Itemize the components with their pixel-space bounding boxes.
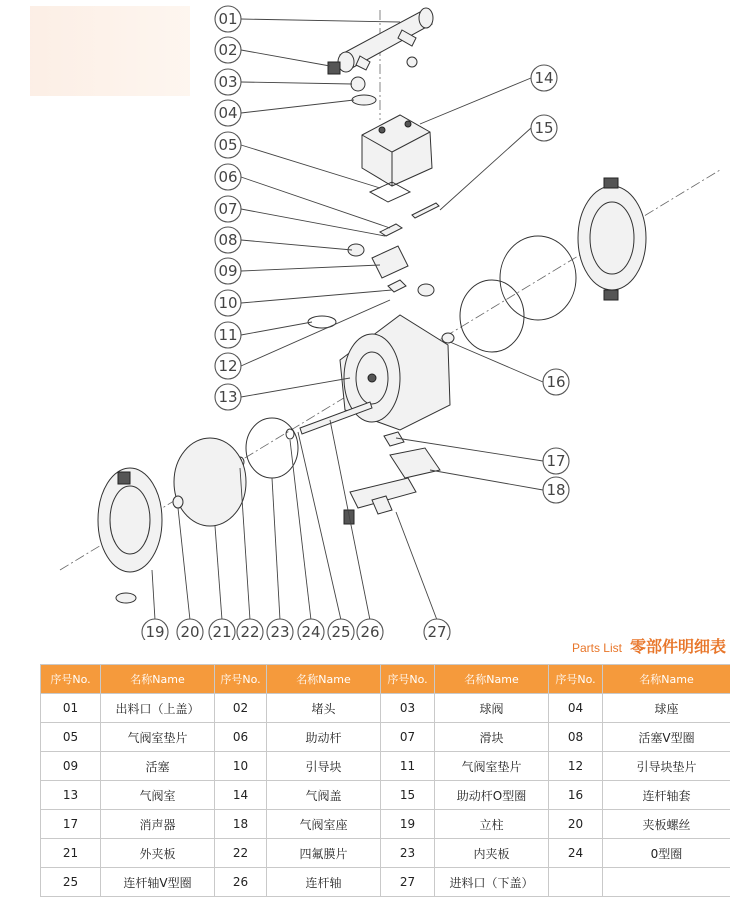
svg-text:17: 17 bbox=[546, 452, 565, 470]
oring-right bbox=[460, 280, 524, 352]
part-no: 10 bbox=[215, 752, 267, 781]
svg-text:12: 12 bbox=[218, 357, 237, 375]
callout-27 bbox=[424, 619, 450, 640]
inner-plate-part bbox=[246, 418, 298, 478]
part-name: 活塞V型圈 bbox=[603, 723, 730, 752]
part-name: 气阀室 bbox=[101, 781, 215, 810]
parts-list-table bbox=[40, 664, 730, 897]
svg-text:25: 25 bbox=[331, 623, 350, 640]
part-name: 助动杆 bbox=[267, 723, 381, 752]
callout-02 bbox=[215, 37, 241, 63]
callout-21 bbox=[209, 619, 235, 640]
table-row bbox=[41, 781, 730, 810]
part-name: 堵头 bbox=[267, 694, 381, 723]
leader-lines bbox=[152, 19, 543, 620]
part-name: 内夹板 bbox=[435, 839, 549, 868]
oring-part bbox=[418, 284, 434, 296]
valve-seat-part bbox=[390, 448, 440, 478]
svg-text:13: 13 bbox=[218, 388, 237, 406]
svg-text:16: 16 bbox=[546, 373, 565, 391]
callout-10 bbox=[215, 290, 241, 316]
svg-text:03: 03 bbox=[218, 73, 237, 91]
svg-text:10: 10 bbox=[218, 294, 237, 312]
table-row bbox=[41, 694, 730, 723]
callout-12 bbox=[215, 353, 241, 379]
part-name: 气阀室垫片 bbox=[435, 752, 549, 781]
part-no: 14 bbox=[215, 781, 267, 810]
callout-18 bbox=[543, 477, 569, 503]
part-no bbox=[549, 868, 603, 897]
svg-text:20: 20 bbox=[180, 623, 199, 640]
plate-screw-part bbox=[173, 496, 183, 508]
part-no: 03 bbox=[381, 694, 435, 723]
part-no: 12 bbox=[549, 752, 603, 781]
svg-text:19: 19 bbox=[145, 623, 164, 640]
part-name: 助动杆O型圈 bbox=[435, 781, 549, 810]
part-no: 04 bbox=[549, 694, 603, 723]
svg-text:23: 23 bbox=[270, 623, 289, 640]
part-name: 出料口（上盖） bbox=[101, 694, 215, 723]
table-row bbox=[41, 839, 730, 868]
svg-text:08: 08 bbox=[218, 231, 237, 249]
part-no: 06 bbox=[215, 723, 267, 752]
parts-list-title-zh: 零部件明细表 bbox=[630, 634, 726, 657]
part-no: 05 bbox=[41, 723, 101, 752]
part-no: 16 bbox=[549, 781, 603, 810]
svg-text:14: 14 bbox=[534, 69, 553, 87]
part-no: 23 bbox=[381, 839, 435, 868]
callout-24 bbox=[298, 619, 324, 640]
parts-list-header bbox=[530, 634, 726, 658]
table-row bbox=[41, 810, 730, 839]
ball-seat-part bbox=[352, 95, 376, 105]
table-row bbox=[41, 868, 730, 897]
part-name: 连杆轴V型圈 bbox=[101, 868, 215, 897]
svg-text:01: 01 bbox=[218, 10, 237, 28]
svg-text:22: 22 bbox=[240, 623, 259, 640]
part-no: 07 bbox=[381, 723, 435, 752]
svg-text:09: 09 bbox=[218, 262, 237, 280]
part-no: 21 bbox=[41, 839, 101, 868]
svg-text:27: 27 bbox=[427, 623, 446, 640]
part-no: 22 bbox=[215, 839, 267, 868]
part-name: 引导块垫片 bbox=[603, 752, 730, 781]
part-name bbox=[603, 868, 730, 897]
part-name: 连杆轴 bbox=[267, 868, 381, 897]
part-no: 09 bbox=[41, 752, 101, 781]
part-name: 消声器 bbox=[101, 810, 215, 839]
part-name: 夹板螺丝 bbox=[603, 810, 730, 839]
svg-text:15: 15 bbox=[534, 119, 553, 137]
table-row bbox=[41, 723, 730, 752]
callout-22 bbox=[237, 619, 263, 640]
header-name: 名称Name bbox=[603, 665, 730, 694]
part-no: 08 bbox=[549, 723, 603, 752]
part-name: 外夹板 bbox=[101, 839, 215, 868]
svg-text:02: 02 bbox=[218, 41, 237, 59]
callout-05 bbox=[215, 132, 241, 158]
callout-01 bbox=[215, 6, 241, 32]
air-valve-cover bbox=[362, 115, 432, 186]
svg-text:05: 05 bbox=[218, 136, 237, 154]
part-no: 18 bbox=[215, 810, 267, 839]
diaphragm-right bbox=[500, 236, 576, 320]
part-no: 19 bbox=[381, 810, 435, 839]
callout-25 bbox=[328, 619, 354, 640]
callout-11 bbox=[215, 322, 241, 348]
part-name: 0型圈 bbox=[603, 839, 730, 868]
part-name: 球座 bbox=[603, 694, 730, 723]
part-name: 连杆轴套 bbox=[603, 781, 730, 810]
callout-06 bbox=[215, 164, 241, 190]
svg-text:04: 04 bbox=[218, 104, 237, 122]
part-no: 25 bbox=[41, 868, 101, 897]
header-no: 序号No. bbox=[381, 665, 435, 694]
header-name: 名称Name bbox=[101, 665, 215, 694]
part-no: 02 bbox=[215, 694, 267, 723]
header-no: 序号No. bbox=[549, 665, 603, 694]
callout-16 bbox=[543, 369, 569, 395]
part-no: 13 bbox=[41, 781, 101, 810]
ball-valve-part bbox=[351, 77, 365, 91]
part-name: 气阀室座 bbox=[267, 810, 381, 839]
callout-26 bbox=[357, 619, 383, 640]
part-no: 24 bbox=[549, 839, 603, 868]
outer-plate-part bbox=[174, 438, 246, 526]
part-no: 17 bbox=[41, 810, 101, 839]
svg-text:26: 26 bbox=[360, 623, 379, 640]
part-name: 气阀室垫片 bbox=[101, 723, 215, 752]
part-name: 滑块 bbox=[435, 723, 549, 752]
svg-text:21: 21 bbox=[212, 623, 231, 640]
header-name: 名称Name bbox=[435, 665, 549, 694]
callout-23 bbox=[267, 619, 293, 640]
header-no: 序号No. bbox=[215, 665, 267, 694]
rod-bushing-part bbox=[442, 333, 454, 343]
plug-part bbox=[328, 62, 340, 74]
part-no: 26 bbox=[215, 868, 267, 897]
callout-14 bbox=[531, 65, 557, 91]
part-name: 气阀盖 bbox=[267, 781, 381, 810]
svg-text:18: 18 bbox=[546, 481, 565, 499]
callout-09 bbox=[215, 258, 241, 284]
outlet-manifold bbox=[338, 8, 433, 72]
header-name: 名称Name bbox=[267, 665, 381, 694]
svg-text:11: 11 bbox=[218, 326, 237, 344]
callout-13 bbox=[215, 384, 241, 410]
callout-19 bbox=[142, 619, 168, 640]
svg-text:07: 07 bbox=[218, 200, 237, 218]
callout-08 bbox=[215, 227, 241, 253]
callout-07 bbox=[215, 196, 241, 222]
callout-20 bbox=[177, 619, 203, 640]
callout-03 bbox=[215, 69, 241, 95]
part-name: 四氟膜片 bbox=[267, 839, 381, 868]
callout-15 bbox=[531, 115, 557, 141]
part-no: 27 bbox=[381, 868, 435, 897]
parts-list-title-en: Parts List bbox=[572, 641, 622, 655]
table-row bbox=[41, 752, 730, 781]
svg-text:24: 24 bbox=[301, 623, 320, 640]
part-no: 01 bbox=[41, 694, 101, 723]
part-no: 20 bbox=[549, 810, 603, 839]
header-no: 序号No. bbox=[41, 665, 101, 694]
assist-rod-part bbox=[412, 203, 439, 218]
outer-chamber-right bbox=[578, 178, 646, 300]
part-name: 进料口（下盖） bbox=[435, 868, 549, 897]
part-name: 引导块 bbox=[267, 752, 381, 781]
part-no: 11 bbox=[381, 752, 435, 781]
part-name: 球阀 bbox=[435, 694, 549, 723]
callout-04 bbox=[215, 100, 241, 126]
callout-17 bbox=[543, 448, 569, 474]
svg-text:06: 06 bbox=[218, 168, 237, 186]
part-name: 立柱 bbox=[435, 810, 549, 839]
part-name: 活塞 bbox=[101, 752, 215, 781]
piston-part bbox=[372, 246, 408, 278]
part-no: 15 bbox=[381, 781, 435, 810]
table-header-row bbox=[41, 665, 730, 694]
inlet-manifold bbox=[344, 478, 416, 524]
